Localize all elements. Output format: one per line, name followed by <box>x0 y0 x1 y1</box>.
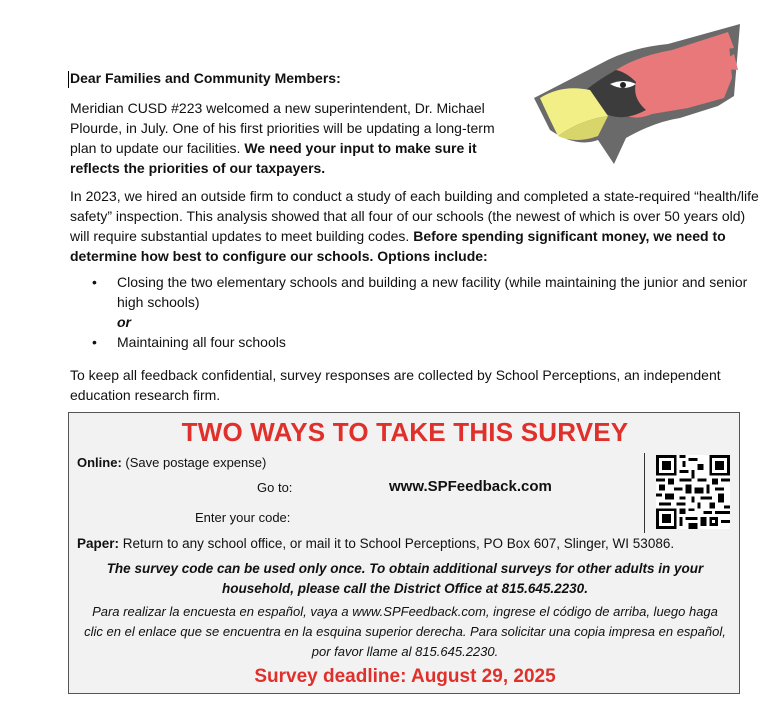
bullet-icon: • <box>92 274 97 290</box>
confidentiality-paragraph: To keep all feedback confidential, survey responses are collected by School Perceptions, an independent education research firm. <box>70 367 721 403</box>
survey-box <box>68 412 740 694</box>
list-item <box>70 332 760 352</box>
intro-text: Meridian CUSD #223 welcomed a new superintendent, Dr. Michael Plourde, in July. One of his first priorities will be updating a long-term plan to update our facilities. <box>70 100 495 156</box>
code-usage-note: The survey code can be used only once. To obtain additional surveys for other adults in your household, please call the District Office at 815.645.2230. <box>106 561 704 596</box>
paper-option <box>77 536 727 551</box>
list-item <box>70 272 760 312</box>
letter-salutation: Dear Families and Community Members: <box>70 70 341 86</box>
text-cursor <box>68 71 69 88</box>
option-closing-schools: Closing the two elementary schools and building a new facility (while maintaining the junior and senior high schools) <box>117 274 748 310</box>
intro-paragraph <box>70 98 520 178</box>
paper-label: Paper: <box>77 536 120 551</box>
cardinal-head-icon <box>528 18 746 166</box>
spanish-instructions: Para realizar la encuesta en español, vaya a www.SPFeedback.com, ingrese el código de arriba, luego haga clic en el enlace que se encuentra en la esquina superior derecha. Para solicitar una copia impresa en español, por favor llame al 815.645.2230. <box>84 604 726 659</box>
option-maintain-schools: Maintaining all four schools <box>117 334 286 350</box>
enter-code-label: Enter your code: <box>195 510 291 525</box>
paper-text: Return to any school office, or mail it to School Perceptions, PO Box 607, Slinger, WI 53086. <box>122 536 675 551</box>
study-paragraph <box>70 186 760 266</box>
bullet-icon: • <box>92 334 97 350</box>
online-label: Online: <box>77 455 122 470</box>
online-option <box>77 455 266 470</box>
options-list <box>70 272 760 352</box>
online-note: (Save postage expense) <box>125 455 267 470</box>
survey-url-link[interactable]: www.SPFeedback.com <box>389 478 552 495</box>
divider <box>644 453 645 533</box>
goto-label: Go to: <box>257 480 293 495</box>
or-separator: or <box>117 314 131 330</box>
survey-deadline: Survey deadline: August 29, 2025 <box>254 666 556 687</box>
study-bold-text: Before spending significant money, we need to determine how best to configure our schools. Options include: <box>70 228 726 264</box>
study-text: In 2023, we hired an outside firm to conduct a study of each building and completed a state-required “health/life safety” inspection. This analysis showed that all four of our schools (the newest of which is over 50 years old) will require substantial updates to meet building codes. <box>70 188 759 244</box>
qr-code-icon[interactable] <box>656 455 730 529</box>
intro-bold-text: We need your input to make sure it reflects the priorities of our taxpayers. <box>70 140 477 176</box>
survey-box-title: TWO WAYS TO TAKE THIS SURVEY <box>181 417 629 447</box>
